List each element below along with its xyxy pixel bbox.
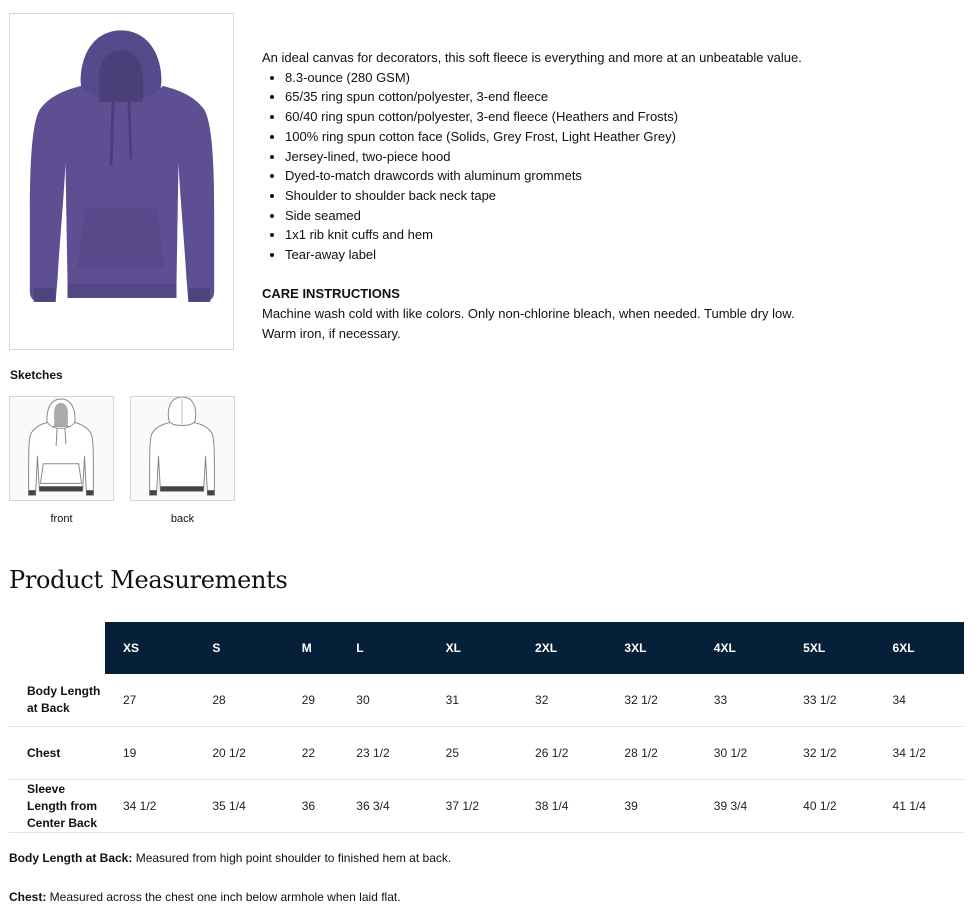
size-header: L: [338, 622, 427, 674]
table-cell: 33 1/2: [785, 674, 874, 727]
row-label: Body Length at Back: [9, 674, 105, 727]
feature-item: • Jersey-lined, two-piece hood: [285, 147, 822, 167]
table-row: [9, 780, 964, 833]
size-header-row: [9, 622, 964, 674]
sketch-back-thumbnail[interactable]: [130, 396, 235, 501]
size-header: XS: [105, 622, 194, 674]
table-cell: 31: [428, 674, 517, 727]
definition-chest: [9, 890, 401, 904]
table-cell: 28: [194, 674, 283, 727]
table-cell: 39 3/4: [696, 780, 785, 833]
table-cell: 29: [284, 674, 339, 727]
hoodie-front-sketch: [10, 397, 113, 500]
feature-list: [262, 68, 822, 265]
product-description: [262, 48, 822, 343]
feature-item: • Tear-away label: [285, 245, 822, 265]
table-cell: 25: [428, 727, 517, 780]
table-cell: 28 1/2: [606, 727, 695, 780]
hoodie-back-sketch: [131, 397, 234, 500]
feature-item: • Shoulder to shoulder back neck tape: [285, 186, 822, 206]
sketch-back-label: back: [170, 513, 195, 525]
table-cell: 34: [875, 674, 964, 727]
table-cell: 36: [284, 780, 339, 833]
table-cell: 32 1/2: [606, 674, 695, 727]
table-corner-cell: [9, 622, 105, 674]
feature-item: • 1x1 rib knit cuffs and hem: [285, 225, 822, 245]
size-header: M: [284, 622, 339, 674]
table-cell: 35 1/4: [194, 780, 283, 833]
table-cell: 39: [606, 780, 695, 833]
table-cell: 30 1/2: [696, 727, 785, 780]
care-instructions-text: Machine wash cold with like colors. Only non-chlorine bleach, when needed. Tumble dry low. Warm iron, if necessary.: [262, 305, 795, 341]
row-label: Chest: [9, 727, 105, 780]
definition-text: Measured from high point shoulder to finished hem at back.: [132, 851, 452, 865]
table-cell: 38 1/4: [517, 780, 606, 833]
row-label: Sleeve Length from Center Back: [9, 780, 105, 833]
table-cell: 33: [696, 674, 785, 727]
table-cell: 34 1/2: [875, 727, 964, 780]
size-header: XL: [428, 622, 517, 674]
feature-item: • 65/35 ring spun cotton/polyester, 3-end fleece: [285, 87, 822, 107]
size-header: 4XL: [696, 622, 785, 674]
table-cell: 36 3/4: [338, 780, 427, 833]
definition-text: Measured across the chest one inch below armhole when laid flat.: [46, 890, 401, 904]
size-header: S: [194, 622, 283, 674]
table-cell: 41 1/4: [875, 780, 964, 833]
table-row: [9, 674, 964, 727]
table-cell: 20 1/2: [194, 727, 283, 780]
table-cell: 26 1/2: [517, 727, 606, 780]
table-cell: 27: [105, 674, 194, 727]
sketch-front-label: front: [50, 513, 73, 525]
sketch-front-thumbnail[interactable]: [9, 396, 114, 501]
description-intro: An ideal canvas for decorators, this soft fleece is everything and more at an unbeatable value.: [262, 50, 802, 65]
feature-item: • 8.3-ounce (280 GSM): [285, 68, 822, 88]
table-row: [9, 727, 964, 780]
size-header: 3XL: [606, 622, 695, 674]
table-cell: 19: [105, 727, 194, 780]
feature-item: • 100% ring spun cotton face (Solids, Grey Frost, Light Heather Grey): [285, 127, 822, 147]
feature-item: • 60/40 ring spun cotton/polyester, 3-end fleece (Heathers and Frosts): [285, 107, 822, 127]
table-cell: 22: [284, 727, 339, 780]
size-header: 2XL: [517, 622, 606, 674]
size-header: 6XL: [875, 622, 964, 674]
product-image[interactable]: [9, 13, 234, 350]
measurements-title: Product Measurements: [9, 566, 288, 594]
sketches-title: Sketches: [10, 368, 63, 382]
table-cell: 32 1/2: [785, 727, 874, 780]
table-cell: 32: [517, 674, 606, 727]
table-cell: 37 1/2: [428, 780, 517, 833]
table-cell: 30: [338, 674, 427, 727]
definition-body-length: [9, 851, 451, 865]
size-chart-table: [9, 622, 964, 833]
feature-item: • Dyed-to-match drawcords with aluminum grommets: [285, 166, 822, 186]
table-cell: 40 1/2: [785, 780, 874, 833]
feature-item: • Side seamed: [285, 206, 822, 226]
table-cell: 23 1/2: [338, 727, 427, 780]
care-instructions-title: CARE INSTRUCTIONS: [262, 286, 400, 302]
definition-term: Chest:: [9, 890, 47, 904]
hoodie-photo: [10, 14, 233, 349]
table-cell: 34 1/2: [105, 780, 194, 833]
size-header: 5XL: [785, 622, 874, 674]
definition-term: Body Length at Back:: [9, 851, 133, 865]
